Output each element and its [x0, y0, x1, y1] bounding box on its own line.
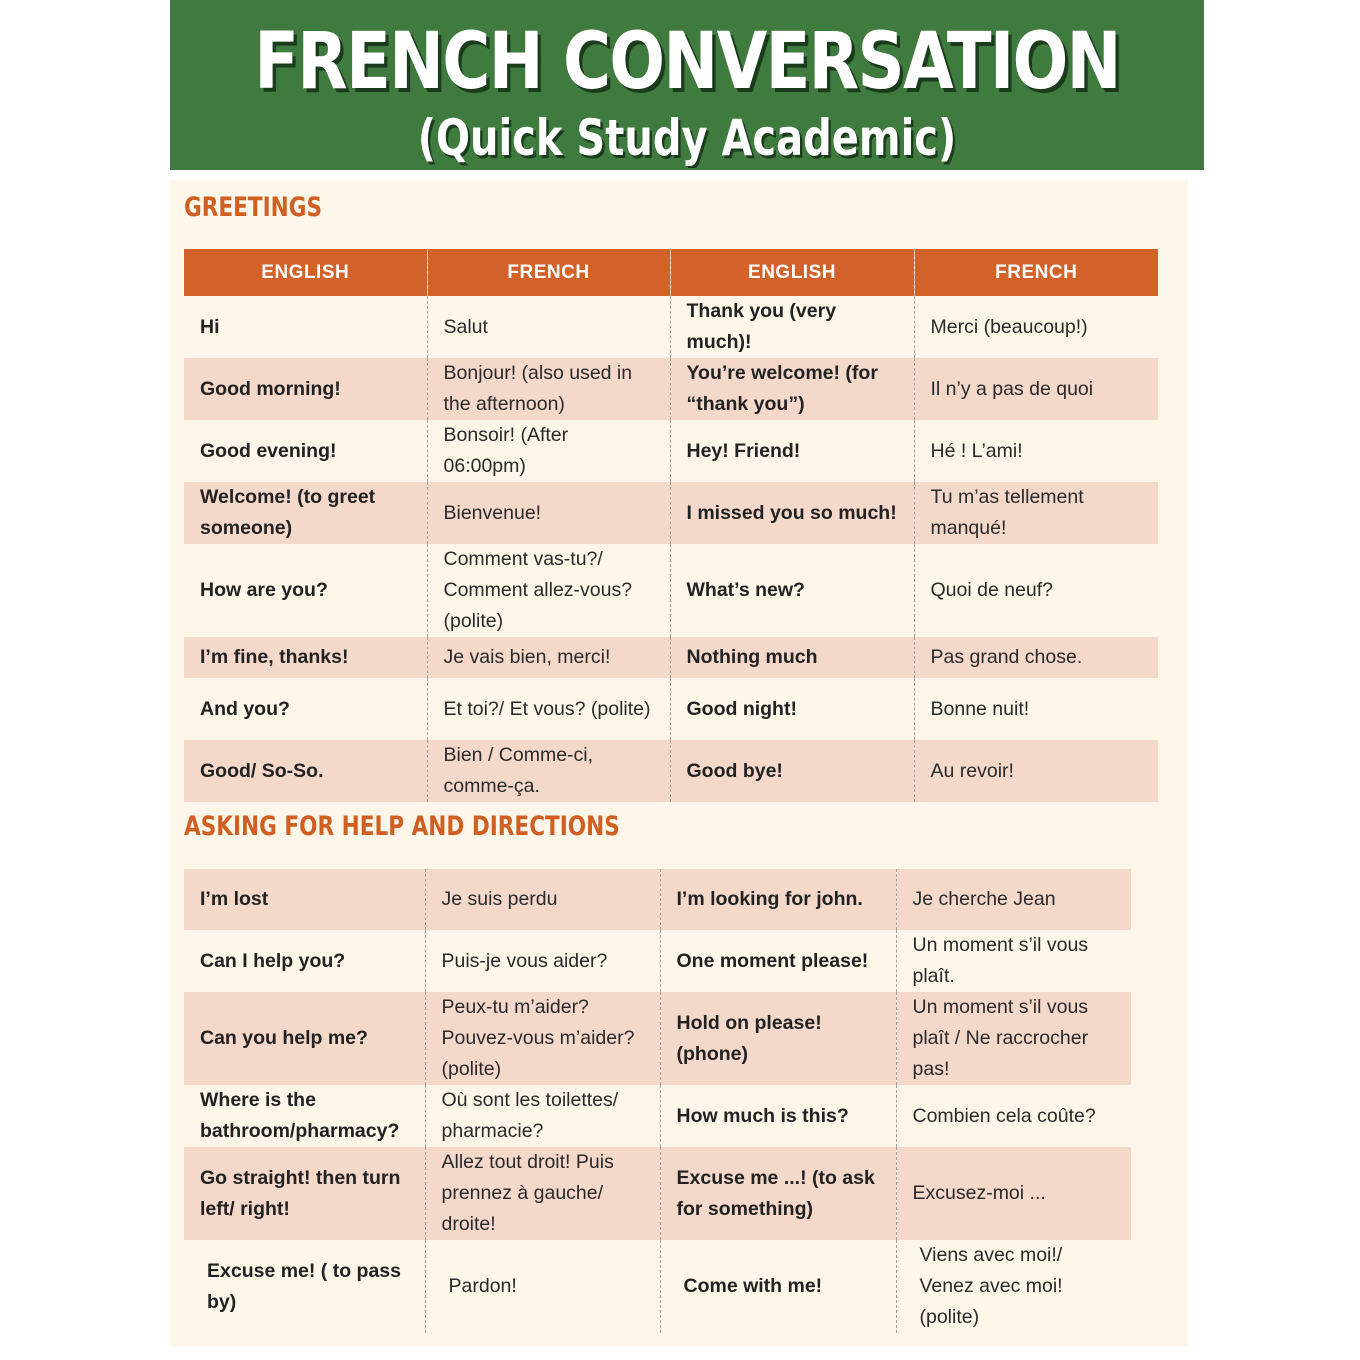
table-header-row: [184, 249, 1158, 296]
english-phrase: Excuse me ...! (to ask for something): [660, 1147, 896, 1240]
help-directions-table: [184, 869, 1131, 1333]
table-row: [184, 296, 1158, 358]
english-phrase: I missed you so much!: [670, 482, 914, 544]
french-phrase: Merci (beaucoup!): [914, 296, 1158, 358]
english-phrase: How much is this?: [660, 1085, 896, 1147]
english-phrase: One moment please!: [660, 930, 896, 992]
english-phrase: Good evening!: [184, 420, 427, 482]
english-phrase: Thank you (very much)!: [670, 296, 914, 358]
english-phrase: Good morning!: [184, 358, 427, 420]
french-phrase: Comment vas-tu?/ Comment allez-vous? (polite): [427, 544, 670, 637]
french-phrase: Peux-tu m’aider? Pouvez-vous m’aider? (polite): [425, 992, 660, 1085]
greetings-heading: GREETINGS: [184, 192, 323, 223]
table-row: [184, 637, 1158, 678]
french-phrase: Bonsoir! (After 06:00pm): [427, 420, 670, 482]
french-phrase: Puis-je vous aider?: [425, 930, 660, 992]
french-phrase: Pas grand chose.: [914, 637, 1158, 678]
table-row: [184, 678, 1158, 740]
french-phrase: Bonne nuit!: [914, 678, 1158, 740]
page-title: FRENCH CONVERSATION: [254, 17, 1120, 107]
english-phrase: Hey! Friend!: [670, 420, 914, 482]
french-phrase: Au revoir!: [914, 740, 1158, 802]
french-phrase: Bien / Comme-ci, comme-ça.: [427, 740, 670, 802]
english-phrase: I’m fine, thanks!: [184, 637, 427, 678]
french-phrase: Allez tout droit! Puis prennez à gauche/ droite!: [425, 1147, 660, 1240]
english-phrase: What’s new?: [670, 544, 914, 637]
english-phrase: Where is the bathroom/pharmacy?: [184, 1085, 425, 1147]
french-phrase: Viens avec moi!/ Venez avec moi! (polite): [896, 1240, 1131, 1333]
help-directions-heading: ASKING FOR HELP AND DIRECTIONS: [184, 811, 620, 842]
english-phrase: Can you help me?: [184, 992, 425, 1085]
french-phrase: Hé ! L’ami!: [914, 420, 1158, 482]
french-phrase: Bienvenue!: [427, 482, 670, 544]
table-row: [184, 1085, 1131, 1147]
table-row: [184, 544, 1158, 637]
french-phrase: Et toi?/ Et vous? (polite): [427, 678, 670, 740]
page-subtitle: (Quick Study Academic): [417, 109, 957, 167]
table-row: [184, 869, 1131, 930]
french-phrase: Bonjour! (also used in the afternoon): [427, 358, 670, 420]
french-phrase: Où sont les toilettes/ pharmacie?: [425, 1085, 660, 1147]
english-phrase: Good/ So-So.: [184, 740, 427, 802]
english-phrase: You’re welcome! (for “thank you”): [670, 358, 914, 420]
english-phrase: Hold on please! (phone): [660, 992, 896, 1085]
french-phrase: Excusez-moi ...: [896, 1147, 1131, 1240]
column-header-french: FRENCH: [914, 249, 1158, 296]
english-phrase: Excuse me! ( to pass by): [184, 1240, 425, 1333]
english-phrase: And you?: [184, 678, 427, 740]
english-phrase: I’m lost: [184, 869, 425, 930]
table-row: [184, 1240, 1131, 1333]
table-row: [184, 420, 1158, 482]
english-phrase: Welcome! (to greet someone): [184, 482, 427, 544]
english-phrase: Go straight! then turn left/ right!: [184, 1147, 425, 1240]
french-phrase: Pardon!: [425, 1240, 660, 1333]
english-phrase: Nothing much: [670, 637, 914, 678]
french-phrase: Quoi de neuf?: [914, 544, 1158, 637]
french-phrase: Salut: [427, 296, 670, 358]
french-phrase: Je suis perdu: [425, 869, 660, 930]
column-header-english: ENGLISH: [670, 249, 914, 296]
french-phrase: Je cherche Jean: [896, 869, 1131, 930]
english-phrase: Can I help you?: [184, 930, 425, 992]
french-phrase: Combien cela coûte?: [896, 1085, 1131, 1147]
english-phrase: Good night!: [670, 678, 914, 740]
french-phrase: Un moment s’il vous plaît / Ne raccrocher pas!: [896, 992, 1131, 1085]
column-header-french: FRENCH: [427, 249, 670, 296]
english-phrase: Hi: [184, 296, 427, 358]
french-phrase: Tu m’as tellement manqué!: [914, 482, 1158, 544]
table-row: [184, 740, 1158, 802]
french-phrase: Je vais bien, merci!: [427, 637, 670, 678]
english-phrase: Good bye!: [670, 740, 914, 802]
title-banner: [170, 0, 1204, 170]
table-row: [184, 992, 1131, 1085]
table-row: [184, 358, 1158, 420]
english-phrase: I’m looking for john.: [660, 869, 896, 930]
english-phrase: How are you?: [184, 544, 427, 637]
table-row: [184, 930, 1131, 992]
column-header-english: ENGLISH: [184, 249, 427, 296]
french-phrase: Il n’y a pas de quoi: [914, 358, 1158, 420]
french-phrase: Un moment s’il vous plaît.: [896, 930, 1131, 992]
english-phrase: Come with me!: [660, 1240, 896, 1333]
greetings-table: [184, 249, 1158, 802]
table-row: [184, 1147, 1131, 1240]
table-row: [184, 482, 1158, 544]
